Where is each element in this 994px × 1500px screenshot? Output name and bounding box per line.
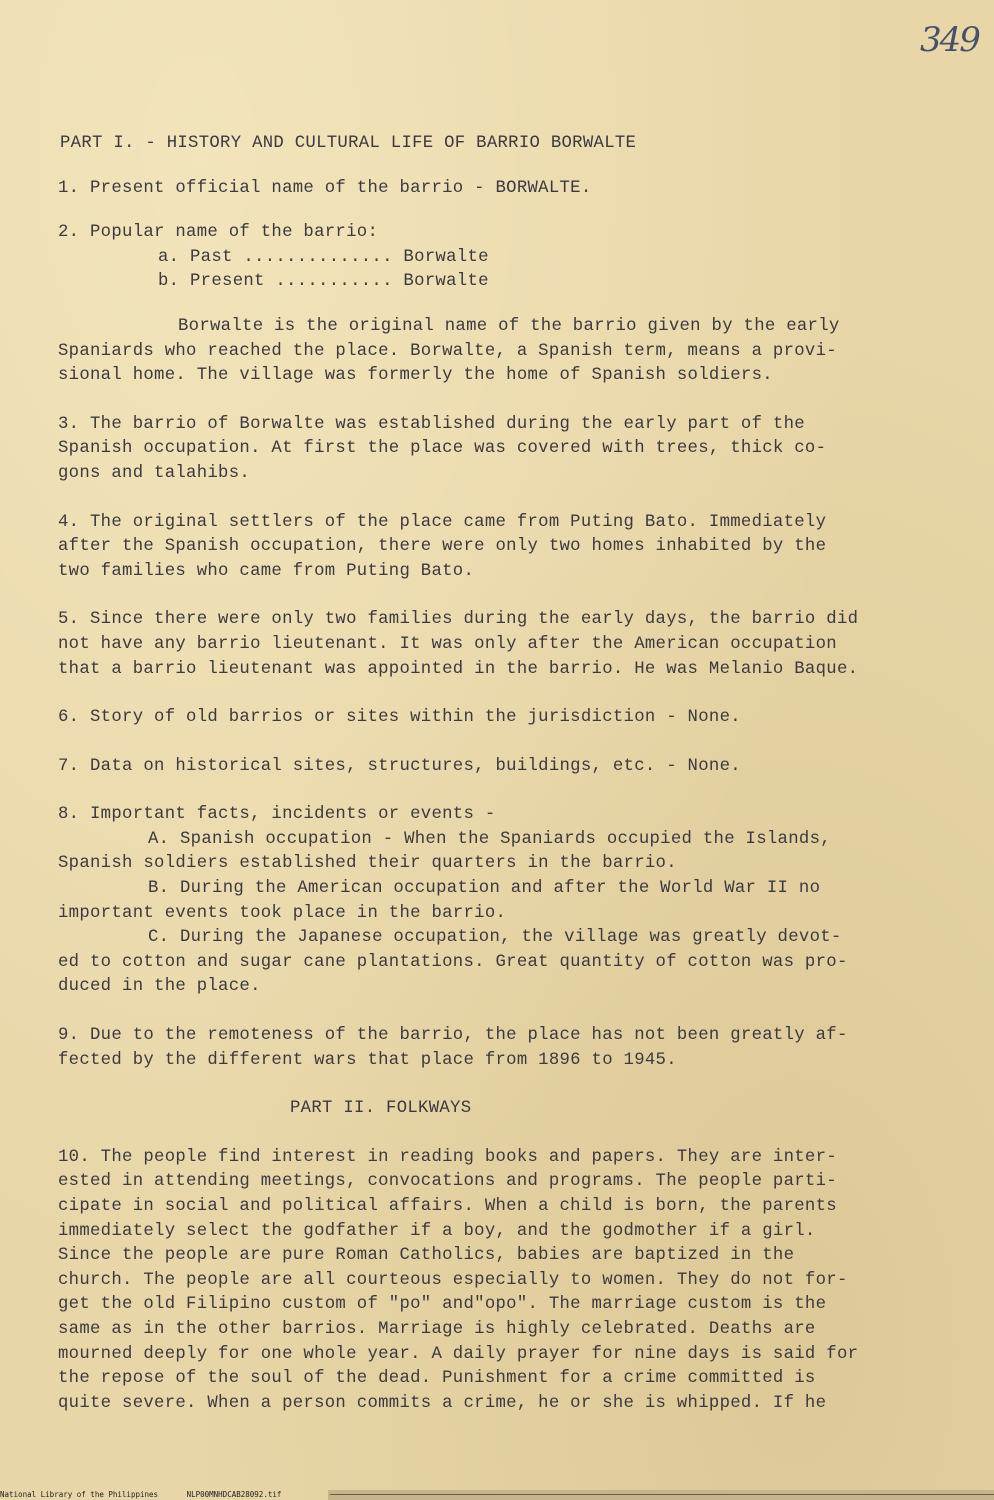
item-2-present: b. Present ........... Borwalte [158,272,489,292]
item-10-line: church. The people are all courteous especially to women. They do not for- [58,1270,848,1290]
item-5-line: not have any barrio lieutenant. It was only after the American occupation [58,634,837,654]
item-8-heading: 8. Important facts, incidents or events - [58,805,496,825]
item-10-line: cipate in social and political affairs. When a child is born, the parents [58,1197,837,1216]
item-7: 7. Data on historical sites, structures, buildings, etc. - None. [58,756,741,776]
item-8-line: B. During the American occupation and after the World War II no [148,879,821,899]
item-10-line: quite severe. When a person commits a crime, he or she is whipped. If he [58,1393,827,1413]
item-10-line: mourned deeply for one whole year. A daily prayer for nine days is said for [58,1344,859,1364]
item-9-line: 9. Due to the remoteness of the barrio, the place has not been greatly af- [58,1026,848,1046]
footer-rule [330,1494,994,1495]
item-2-paragraph-line: sional home. The village was formerly the home of Spanish soldiers. [58,366,773,386]
item-3-line: gons and talahibs. [58,463,251,483]
item-2-past: a. Past .............. Borwalte [158,247,489,267]
item-10-line: the repose of the soul of the dead. Punishment for a crime committed is [58,1369,816,1389]
item-8-line: Spanish soldiers established their quarters in the barrio. [58,854,677,874]
page-number: 349 [920,20,979,60]
item-4-line: 4. The original settlers of the place came from Puting Bato. Immediately [58,512,827,532]
item-3-line: Spanish occupation. At first the place was covered with trees, thick co- [58,439,827,459]
item-10-line: same as in the other barrios. Marriage is highly celebrated. Deaths are [58,1319,816,1339]
item-9-line: fected by the different wars that place from 1896 to 1945. [58,1050,677,1070]
item-6: 6. Story of old barrios or sites within the jurisdiction - None. [58,708,741,728]
item-8-line: important events took place in the barrio. [58,903,507,923]
item-8-line: duced in the place. [58,977,261,997]
item-1: 1. Present official name of the barrio - BORWALTE. [58,178,592,198]
part-two-title: PART II. FOLKWAYS [290,1099,472,1119]
scan-footer [0,1490,994,1500]
item-10-line: get the old Filipino custom of "po" and"opo". The marriage custom is the [58,1295,827,1315]
part-one-title: PART I. - HISTORY AND CULTURAL LIFE OF BARRIO BORWALTE [60,134,637,153]
item-10-line: ested in attending meetings, convocations and programs. The people parti- [58,1172,837,1192]
item-2-heading: 2. Popular name of the barrio: [58,223,379,243]
item-4-line: after the Spanish occupation, there were only two homes inhabited by the [58,537,827,557]
footer-file: NLP00MNHDCAB28092.tif [186,1490,282,1499]
item-5-line: that a barrio lieutenant was appointed in the barrio. He was Melanio Baque. [58,659,859,679]
item-10-line: Since the people are pure Roman Catholics, babies are baptized in the [58,1246,795,1266]
footer-library: National Library of the Philippines [0,1490,159,1499]
item-10-line: immediately select the godfather if a boy, and the godmother if a girl. [58,1221,816,1241]
document-body [58,132,948,1416]
item-2-paragraph-line: Borwalte is the original name of the barrio given by the early [178,316,840,336]
item-3-line: 3. The barrio of Borwalte was established during the early part of the [58,414,805,434]
item-5-line: 5. Since there were only two families during the early days, the barrio did [58,610,859,630]
item-2-paragraph-line: Spaniards who reached the place. Borwalte, a Spanish term, means a provi- [58,341,837,361]
item-8-line: C. During the Japanese occupation, the village was greatly devot- [148,928,842,948]
item-8-line: ed to cotton and sugar cane plantations. Great quantity of cotton was pro- [58,952,848,972]
item-10-line: 10. The people find interest in reading books and papers. They are inter- [58,1147,837,1167]
item-8-line: A. Spanish occupation - When the Spaniards occupied the Islands, [148,829,831,849]
item-4-line: two families who came from Puting Bato. [58,561,475,581]
